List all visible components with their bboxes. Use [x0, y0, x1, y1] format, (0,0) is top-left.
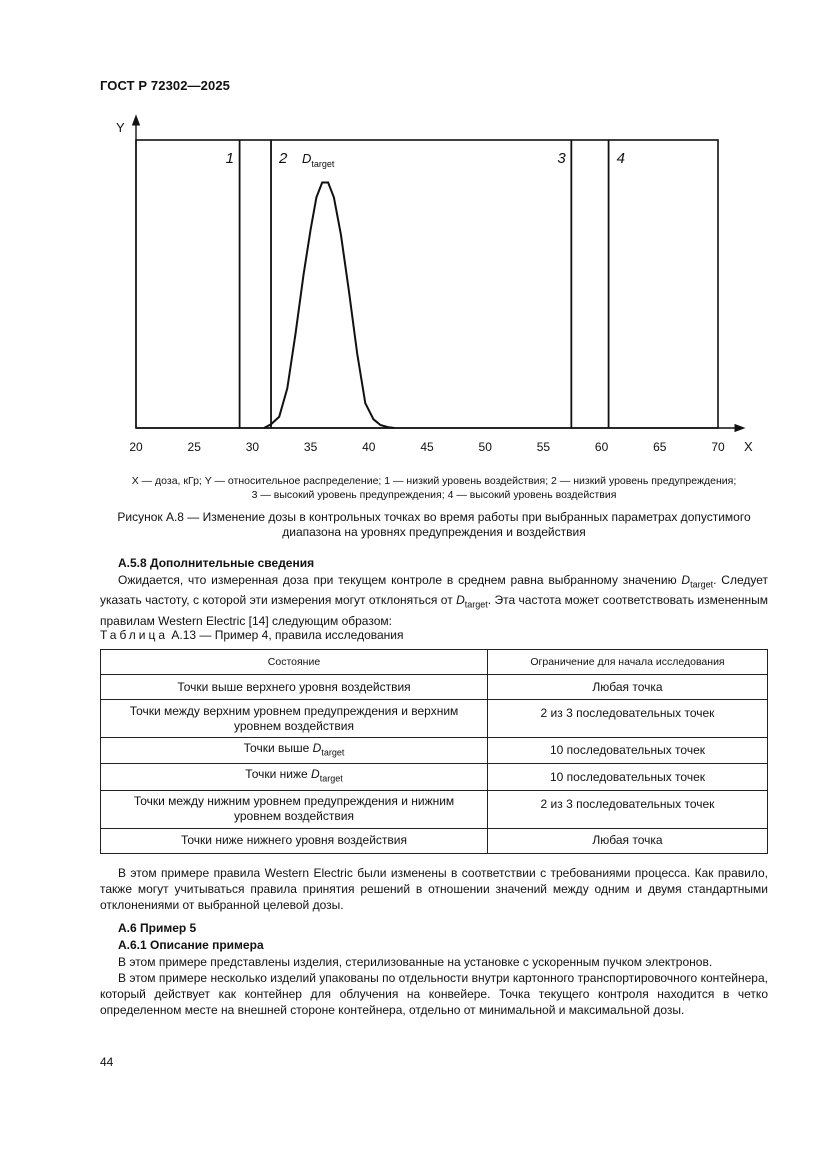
x-tick-label: 60 — [594, 440, 609, 454]
table-row: Точки выше верхнего уровня воздействия Любая точка — [101, 675, 768, 700]
paragraph: В этом примере представлены изделия, стерилизованные на установке с ускоренным пучком электронов. — [118, 955, 713, 969]
x-tick-label: 20 — [129, 440, 143, 454]
x-tick-label: 65 — [653, 440, 667, 454]
section-heading-a61: А.6.1 Описание примера — [118, 938, 264, 952]
legend-line-2: 3 — высокий уровень предупреждения; 4 — высокий уровень воздействия — [251, 489, 617, 501]
after-table-paragraph: В этом примере правила Western Electric были изменены в соответствии с требованиями процесса. Как правило, также могут учитываться правила принятия решений в отношении значений между одним и двумя стандартными отклонениями от выбранной целевой дозы. — [100, 866, 768, 912]
dose-distribution-chart — [0, 0, 827, 470]
peak-label-main: D — [302, 151, 312, 166]
level-label-3: 3 — [557, 150, 566, 167]
y-axis-label: Y — [116, 120, 125, 135]
x-tick-label: 25 — [187, 440, 201, 454]
x-tick-label: 70 — [711, 440, 725, 454]
table-row: Точки между нижним уровнем предупреждения и нижним уровнем воздействия 2 из 3 последовательных точек — [101, 790, 768, 828]
peak-label — [302, 151, 335, 169]
table-row: Точки выше $D_{target}$ 10 последовательных точек — [101, 738, 768, 764]
distribution-curve — [264, 183, 394, 429]
d-target: D — [681, 573, 691, 587]
figure-caption — [96, 510, 772, 540]
investigation-rules-table — [100, 649, 768, 854]
section-heading-a6: А.6 Пример 5 — [118, 921, 197, 935]
section-a61-paragraphs — [100, 954, 768, 1018]
page-number: 44 — [100, 1055, 114, 1069]
table-row: Точки ниже $D_{target}$ 10 последовательных точек — [101, 764, 768, 790]
x-tick-label: 50 — [478, 440, 492, 454]
x-tick-label: 55 — [536, 440, 551, 454]
caption-line-1: Рисунок А.8 — Изменение дозы в контрольных точках во время работы при выбранных параметрах допустимого — [117, 510, 751, 524]
document-header: ГОСТ Р 72302—2025 — [100, 78, 230, 93]
table-header-row — [101, 650, 768, 675]
table-header-state: Состояние — [101, 650, 488, 675]
caption-line-2: диапазона на уровнях предупреждения и воздействия — [282, 525, 586, 539]
table-row: Точки ниже нижнего уровня воздействия Любая точка — [101, 828, 768, 853]
paragraph: В этом примере несколько изделий упакованы по отдельности внутри картонного транспортировочного контейнера, который действует как контейнер для облучения на конвейере. Точка текущего контроля находится в четко определенном месте на внешней стороне контейнера, отдельно от минимальной и максимальной дозы. — [100, 971, 768, 1017]
section-heading-a58: А.5.8 Дополнительные сведения — [118, 556, 315, 570]
chart-frame — [136, 140, 718, 428]
table-row: Точки между верхним уровнем предупреждения и верхним уровнем воздействия 2 из 3 последовательных точек — [101, 700, 768, 738]
x-tick-label: 45 — [420, 440, 434, 454]
section-a58-paragraph: Ожидается, что измеренная доза при текущем контроле в среднем равна выбранному значению $D_{target}$. Следует указать частоту, с которой эти измерения могут отклоняться от $D_{target}$. Эта частота может соответствовать измененным правилам Western Electric [14] следующим образом: — [100, 573, 768, 628]
table-caption: Таблица А.13 — Пример 4, правила исследования — [100, 628, 404, 642]
legend-line-1: X — доза, кГр; Y — относительное распределение; 1 — низкий уровень воздействия; 2 — низкий уровень предупреждения; — [131, 475, 737, 487]
level-label-2: 2 — [279, 150, 288, 167]
level-label-1: 1 — [225, 150, 234, 167]
figure-legend — [96, 474, 772, 502]
level-label-4: 4 — [616, 150, 625, 167]
peak-label-sub: target — [311, 159, 335, 169]
x-tick-label: 40 — [362, 440, 376, 454]
table-header-limit: Ограничение для начала исследования — [488, 650, 768, 675]
x-tick-label: 35 — [303, 440, 318, 454]
x-axis-label: X — [744, 439, 753, 454]
x-tick-label: 30 — [245, 440, 260, 454]
